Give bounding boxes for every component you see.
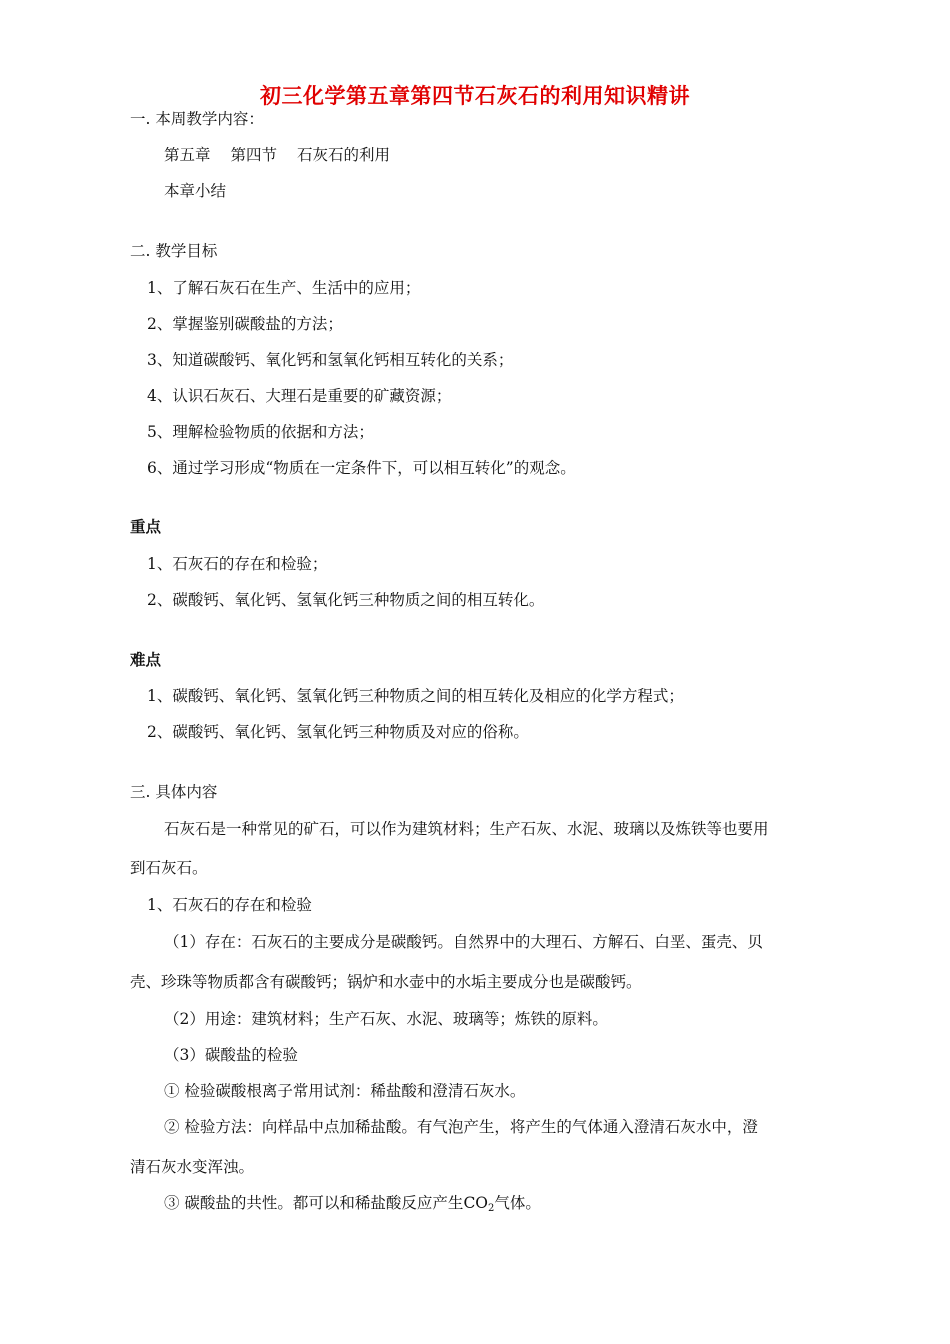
co2-formula	[463, 1194, 494, 1212]
subsection-heading: 1、石灰石的存在和检验	[147, 896, 312, 914]
section-1-content-line	[164, 145, 390, 165]
key-points-heading: 重点	[130, 518, 162, 536]
topic-label: 石灰石的利用	[297, 146, 391, 164]
test-3-text: ③ 碳酸盐的共性。都可以和稀盐酸反应产生	[164, 1194, 464, 1212]
test-item: ① 检验碳酸根离子常用试剂：稀盐酸和澄清石灰水。	[164, 1082, 526, 1100]
difficult-points-heading: 难点	[130, 651, 162, 669]
existence-paragraph-line: （1）存在：石灰石的主要成分是碳酸钙。自然界中的大理石、方解石、白垩、蛋壳、贝	[164, 933, 763, 951]
objective-item: 2、掌握鉴别碳酸盐的方法；	[147, 315, 343, 333]
intro-paragraph-line: 到石灰石。	[130, 859, 208, 877]
use-paragraph: （2）用途：建筑材料；生产石灰、水泥、玻璃等；炼铁的原料。	[164, 1010, 608, 1028]
objective-item: 3、知道碳酸钙、氧化钙和氢氧化钙相互转化的关系；	[147, 351, 514, 369]
section-3-heading: 三. 具体内容	[130, 783, 218, 801]
chapter-label: 第五章	[164, 146, 211, 164]
chapter-summary: 本章小结	[164, 182, 227, 200]
co-text: CO	[463, 1194, 489, 1212]
test-item-continuation: 清石灰水变浑浊。	[130, 1158, 255, 1176]
key-point-item: 2、碳酸钙、氧化钙、氢氧化钙三种物质之间的相互转化。	[147, 591, 545, 609]
document-title: 初三化学第五章第四节石灰石的利用知识精讲	[260, 84, 690, 108]
objective-item: 6、通过学习形成“物质在一定条件下，可以相互转化”的观念。	[147, 459, 576, 477]
subscript-2: 2	[488, 1203, 495, 1214]
existence-paragraph-line: 壳、珍珠等物质都含有碳酸钙；锅炉和水壶中的水垢主要成分也是碳酸钙。	[130, 973, 642, 991]
objective-item: 4、认识石灰石、大理石是重要的矿藏资源；	[147, 387, 452, 405]
test-item	[164, 1193, 541, 1219]
section-1-heading: 一. 本周教学内容：	[130, 110, 264, 128]
difficult-point-item: 1、碳酸钙、氧化钙、氢氧化钙三种物质之间的相互转化及相应的化学方程式；	[147, 687, 684, 705]
section-2-heading: 二. 教学目标	[130, 242, 218, 260]
objective-item: 5、理解检验物质的依据和方法；	[147, 423, 374, 441]
difficult-point-item: 2、碳酸钙、氧化钙、氢氧化钙三种物质及对应的俗称。	[147, 723, 529, 741]
section-label: 第四节	[230, 146, 278, 164]
intro-paragraph-line: 石灰石是一种常见的矿石，可以作为建筑材料；生产石灰、水泥、玻璃以及炼铁等也要用	[164, 820, 769, 838]
test-heading: （3）碳酸盐的检验	[164, 1046, 298, 1064]
test-3-suffix: 气体。	[494, 1194, 541, 1212]
test-item: ② 检验方法：向样品中点加稀盐酸。有气泡产生，将产生的气体通入澄清石灰水中，澄	[164, 1118, 758, 1136]
key-point-item: 1、石灰石的存在和检验；	[147, 555, 328, 573]
objective-item: 1、了解石灰石在生产、生活中的应用；	[147, 279, 421, 297]
